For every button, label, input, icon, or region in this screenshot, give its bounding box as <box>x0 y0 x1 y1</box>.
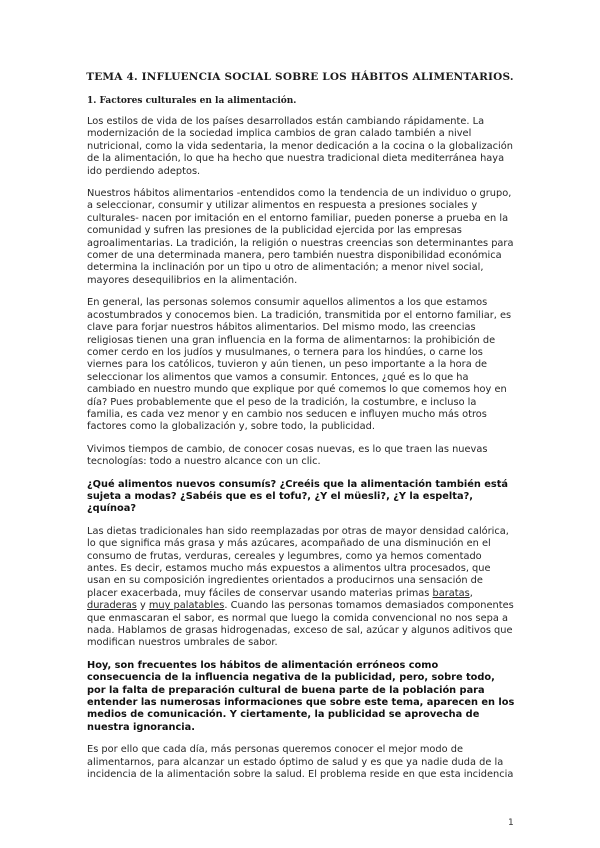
paragraph-erroneous-habits: Hoy, son frecuentes los hábitos de alimentación erróneos como consecuencia de la influencia negativa de la publicidad, pero, sobre todo, por la falta de preparación cultural de buena parte de la población para entender las numerosas informaciones que sobre este tema, aparecen en los medios de comunicación. Y ciertamente, la publicidad se aprovecha de nuestra ignorancia. <box>87 659 515 733</box>
underlined-word-palatables: muy palatables <box>148 600 225 612</box>
paragraph-times-of-change: Vivimos tiempos de cambio, de conocer cosas nuevas, es lo que traen las nuevas tecnologías: todo a nuestro alcance con un clic. <box>87 443 488 468</box>
text-segment: . Cuando las personas tomamos demasiados componentes que enmascaran el sabor, es normal que luego la comida convencional no nos sepa a nada. Hablamos de grasas hidrogenadas, exceso de sal, azúcar y algunos aditivos que modifican nuestros umbrales de sabor. <box>87 600 514 649</box>
paragraph-health: Es por ello que cada día, más personas queremos conocer el mejor modo de alimentarnos, para alcanzar un estado óptimo de salud y es que ya nadie duda de la incidencia de la alimentación sobre la salud. El problema reside en que esta incidencia <box>87 744 514 781</box>
page-number: 1 <box>508 818 514 828</box>
paragraph-traditional-diets <box>87 526 515 650</box>
text-segment: y <box>136 600 149 612</box>
paragraph-questions: ¿Qué alimentos nuevos consumís? ¿Creéis que la alimentación también está sujeta a modas? ¿Sabéis que es el tofu?, ¿Y el müesli?, ¿Y la espelta?, ¿quínoa? <box>87 478 509 515</box>
paragraph-tradition: En general, las personas solemos consumir aquellos alimentos a los que estamos acostumbrados y conocemos bien. La tradición, transmitida por el entorno familiar, es clave para forjar nuestros hábitos alimentarios. Del mismo modo, las creencias religiosas tienen una gran influencia en la forma de alimentarnos: la prohibición de comer cerdo en los judíos y musulmanes, o ternera para los hindúes, o carne los viernes para los católicos, tuvieron y aún tienen, un peso importante a la hora de seleccionar los alimentos que vamos a consumir. Entonces, ¿qué es lo que ha cambiado en nuestro mundo que explique por qué comemos lo que comemos hoy en día? Pues probablemente que el peso de la tradición, la costumbre, e incluso la familia, es cada vez menor y en cambio nos seducen e influyen mucho más otros factores como la globalización y, sobre todo, la publicidad. <box>87 297 512 433</box>
text-segment: Las dietas tradicionales han sido reemplazadas por otras de mayor densidad calórica, lo que significa más grasa y más azúcares, acompañado de una disminución en el consumo de frutas, verduras, cereales y legumbres, como ya hemos comentado antes. Es decir, estamos mucho más expuestos a alimentos ultra procesados, que usan en su composición ingredientes orientados a producirnos una sensación de placer exacerbada, muy fáciles de conservar usando materias primas <box>87 525 509 599</box>
underlined-word-baratas: baratas <box>432 587 470 599</box>
section-heading: 1. Factores culturales en la alimentación. <box>87 96 297 106</box>
document-title: TEMA 4. INFLUENCIA SOCIAL SOBRE LOS HÁBITOS ALIMENTARIOS. <box>86 71 514 83</box>
paragraph-eating-habits: Nuestros hábitos alimentarios -entendidos como la tendencia de un individuo o grupo, a seleccionar, consumir y utilizar alimentos en respuesta a presiones sociales y culturales- nacen por imitación en el entorno familiar, pueden ponerse a prueba en la comunidad y sufren las presiones de la publicidad ejercida por las empresas agroalimentarias. La tradición, la religión o nuestras creencias son determinantes para comer de una determinada manera, pero también nuestra disponibilidad económica determina la inclinación por un tipo u otro de alimentación; a menor nivel social, mayores desequilibrios en la alimentación. <box>87 188 514 286</box>
document-body <box>87 116 515 792</box>
underlined-word-duraderas: duraderas <box>87 600 137 612</box>
paragraph-lifestyles: Los estilos de vida de los países desarrollados están cambiando rápidamente. La modernización de la sociedad implica cambios de gran calado también a nivel nutricional, como la vida sedentaria, la menor dedicación a la cocina o la globalización de la alimentación, lo que ha hecho que nuestra tradicional dieta mediterránea haya ido perdiendo adeptos. <box>87 116 513 177</box>
text-segment: , <box>469 587 473 599</box>
